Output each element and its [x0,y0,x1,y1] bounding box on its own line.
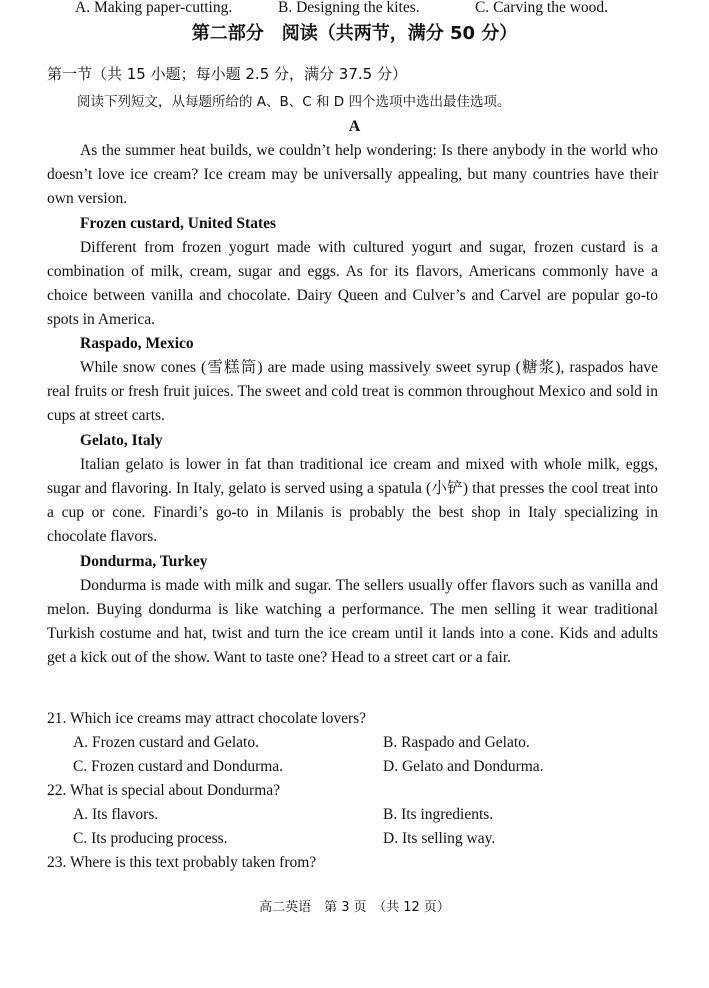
question-option: A. Its flavors. [73,806,159,823]
question-option: A. Frozen custard and Gelato. [73,734,259,751]
question-option: B. Its ingredients. [383,806,494,823]
instruction: 阅读下列短文，从每题所给的 A、B、C 和 D 四个选项中选出最佳选项。 [77,94,511,110]
section-body: Different from frozen yogurt made with cultured yogurt and sugar, frozen custard is a combination of milk, cream, sugar and eggs. As for its flavors, Americans commonly have a choice between vanilla and chocolate. Dairy Queen and Culver’s and Carvel are popular go-to spots in America. [47,239,658,328]
question-option: D. Its selling way. [383,830,496,847]
section-body: While snow cones (雪糕筒) are made using massively sweet syrup (糖浆), raspados have real fruits or fresh fruit juices. The sweet and cold treat is common throughout Mexico and sold in cups at street carts. [47,359,658,424]
prev-option-b: B. Designing the kites. [278,0,420,16]
part-title: 第二部分 阅读（共两节，满分 50 分） [191,23,518,44]
section-heading: Frozen custard, United States [80,215,277,232]
question-stem: 23. Where is this text probably taken from? [47,854,317,871]
section-heading: Gelato, Italy [80,432,163,449]
question-option: C. Frozen custard and Dondurma. [73,758,284,775]
question-option: D. Gelato and Dondurma. [383,758,544,775]
question-option: C. Its producing process. [73,830,228,847]
section-body: Italian gelato is lower in fat than traditional ice cream and mixed with whole milk, eggs, sugar and flavoring. In Italy, gelato is served using a spatula (小铲) that presses the cool treat into a cup or cone. Finardi’s go-to in Milanis is probably the best shop in Italy specializing in chocolate flavors. [47,456,658,545]
page-footer: 高二英语 第 3 页 （共 12 页） [259,900,450,915]
passage-label: A [348,118,361,135]
section-body: Dondurma is made with milk and sugar. The sellers usually offer flavors such as vanilla and melon. Buying dondurma is like watching a performance. The men selling it wear traditional Turkish costume and hat, twist and turn the ice cream until it lands into a cone. Kids and adults get a kick out of the show. Want to taste one? Head to a street cart or a fair. [47,577,658,666]
question-stem: 22. What is special about Dondurma? [47,782,281,799]
section-heading: Raspado, Mexico [80,335,194,352]
section-heading: Dondurma, Turkey [80,553,208,570]
intro-paragraph: As the summer heat builds, we couldn’t help wondering: Is there anybody in the world who doesn’t love ice cream? Ice cream may be universally appealing, but many countries have their own version. [47,142,658,207]
question-option: B. Raspado and Gelato. [383,734,530,751]
prev-option-c: C. Carving the wood. [475,0,609,16]
prev-option-a: A. Making paper-cutting. [75,0,233,16]
question-stem: 21. Which ice creams may attract chocolate lovers? [47,710,367,727]
section-title: 第一节（共 15 小题；每小题 2.5 分，满分 37.5 分） [47,65,407,83]
